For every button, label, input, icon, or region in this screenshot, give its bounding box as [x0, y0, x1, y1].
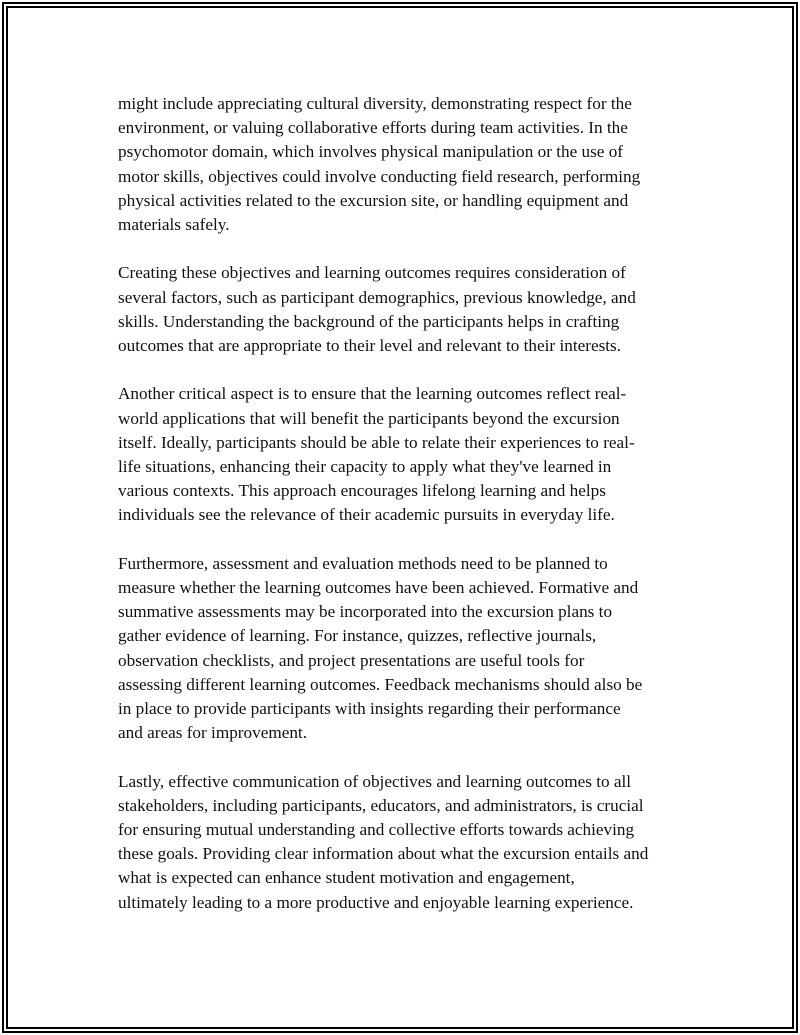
paragraph-5: Lastly, effective communication of objectives and learning outcomes to all stakeholders, including participants, educators, and administrators, is crucial for ensuring mutual understanding and collective efforts towards achieving these goals. Providing clear information about what the excursion entails and what is expected can enhance student motivation and engagement, ultimately leading to a more productive and enjoyable learning experience. — [118, 771, 649, 912]
paragraph-4: Furthermore, assessment and evaluation methods need to be planned to measure whether the learning outcomes have been achieved. Formative and summative assessments may be incorporated into the excursion plans to gather evidence of learning. For instance, quizzes, reflective journals, observation checklists, and project presentations are useful tools for assessing different learning outcomes. Feedback mechanisms should also be in place to provide participants with insights regarding their performance and areas for improvement. — [118, 553, 643, 743]
paragraph-1: might include appreciating cultural diversity, demonstrating respect for the environment, or valuing collaborative efforts during team activities. In the psychomotor domain, which involves physical manipulation or the use of motor skills, objectives could involve conducting field research, performing physical activities related to the excursion site, or handling equipment and materials safely. — [118, 94, 641, 235]
paragraph-2: Creating these objectives and learning outcomes requires consideration of several factors, such as participant demographics, previous knowledge, and skills. Understanding the background of the participants helps in crafting outcomes that are appropriate to their level and relevant to their interests. — [118, 263, 636, 356]
document-body — [118, 92, 690, 939]
paragraph-3: Another critical aspect is to ensure that the learning outcomes reflect real- world applications that will benefit the participants beyond the excursion itself. Ideally, participants should be able to relate their experiences to real- life situations, enhancing their capacity to apply what they've learned in various contexts. This approach encourages lifelong learning and helps individuals see the relevance of their academic pursuits in everyday life. — [118, 384, 635, 525]
